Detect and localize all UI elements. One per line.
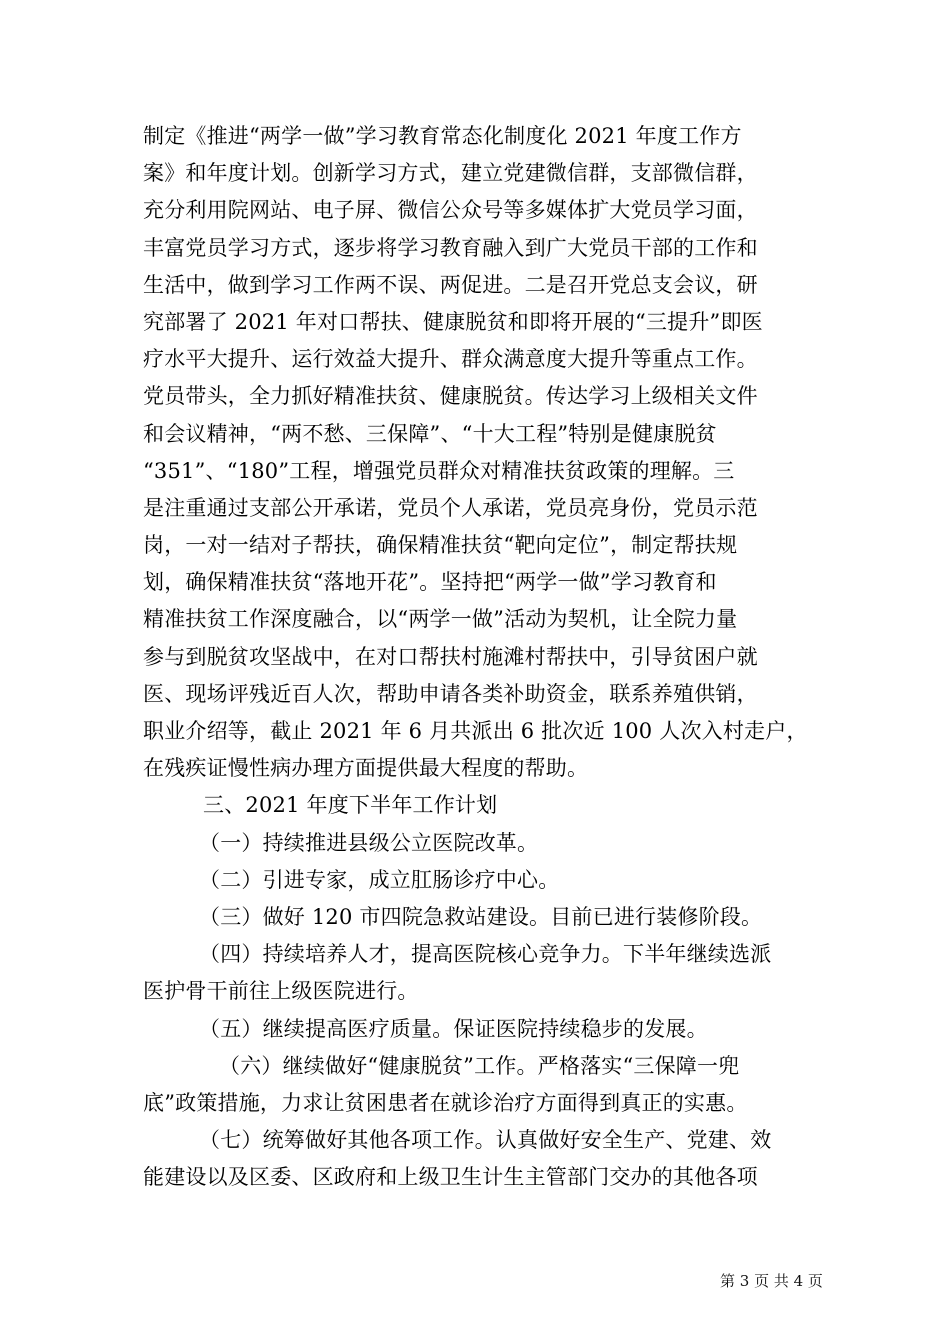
body-line: 党员带头，全力抓好精准扶贫、健康脱贫。传达学习上级相关文件: [143, 384, 758, 409]
plan-item-3: （三）做好 120 市四院急救站建设。目前已进行装修阶段。: [199, 904, 763, 929]
body-line: 案》和年度计划。创新学习方式，建立党建微信群，支部微信群，: [143, 161, 758, 186]
body-line: 在残疾证慢性病办理方面提供最大程度的帮助。: [143, 756, 589, 781]
body-line: 制定《推进“两学一做”学习教育常态化制度化 2021 年度工作方: [143, 124, 742, 148]
body-line: 医、现场评残近百人次，帮助申请各类补助资金，联系养殖供销，: [143, 681, 758, 706]
body-line: 划，确保精准扶贫“落地开花”。坚持把“两学一做”学习教育和: [143, 570, 717, 595]
plan-item-7: （七）统筹做好其他各项工作。认真做好安全生产、党建、效: [199, 1128, 772, 1153]
body-line: 和会议精神，“两不愁、三保障”、“十大工程”特别是健康脱贫: [143, 421, 717, 446]
plan-item-6-continued: 底”政策措施，力求让贫困患者在就诊治疗方面得到真正的实惠。: [143, 1090, 748, 1115]
body-line: “351”、“180”工程，增强党员群众对精准扶贫政策的理解。三: [143, 458, 735, 483]
plan-item-2: （二）引进专家，成立肛肠诊疗中心。: [199, 867, 560, 892]
plan-item-4-continued: 医护骨干前往上级医院进行。: [143, 979, 419, 1004]
plan-item-6: （六）继续做好“健康脱贫”工作。严格落实“三保障一兜: [219, 1053, 740, 1078]
document-body: [143, 118, 806, 1196]
body-line: 充分利用院网站、电子屏、微信公众号等多媒体扩大党员学习面，: [143, 198, 758, 223]
body-line: 是注重通过支部公开承诺，党员个人承诺，党员亮身份，党员示范: [143, 495, 758, 520]
body-line: 生活中，做到学习工作两不误、两促进。二是召开党总支会议，研: [143, 272, 758, 297]
plan-item-1: （一）持续推进县级公立医院改革。: [199, 830, 539, 855]
body-line: 疗水平大提升、运行效益大提升、群众满意度大提升等重点工作。: [143, 347, 758, 372]
page-number-footer: 第 3 页 共 4 页: [720, 1272, 823, 1290]
plan-item-4: （四）持续培养人才，提高医院核心竞争力。下半年继续选派: [199, 942, 772, 967]
body-line: 丰富党员学习方式，逐步将学习教育融入到广大党员干部的工作和: [143, 235, 758, 260]
plan-item-5: （五）继续提高医疗质量。保证医院持续稳步的发展。: [199, 1016, 708, 1041]
plan-item-7-continued: 能建设以及区委、区政府和上级卫生计生主管部门交办的其他各项: [143, 1165, 758, 1190]
body-line: 精准扶贫工作深度融合，以“两学一做”活动为契机，让全院力量: [143, 607, 738, 632]
body-line: 职业介绍等，截止 2021 年 6 月共派出 6 批次近 100 人次入村走户，: [143, 719, 808, 743]
section-heading: 三、2021 年度下半年工作计划: [203, 793, 498, 818]
body-line: 参与到脱贫攻坚战中，在对口帮扶村施滩村帮扶中，引导贫困户就: [143, 644, 758, 669]
body-line: 究部署了 2021 年对口帮扶、健康脱贫和即将开展的“三提升”即医: [143, 309, 763, 334]
body-line: 岗，一对一结对子帮扶，确保精准扶贫“靶向定位”，制定帮扶规: [143, 533, 738, 558]
